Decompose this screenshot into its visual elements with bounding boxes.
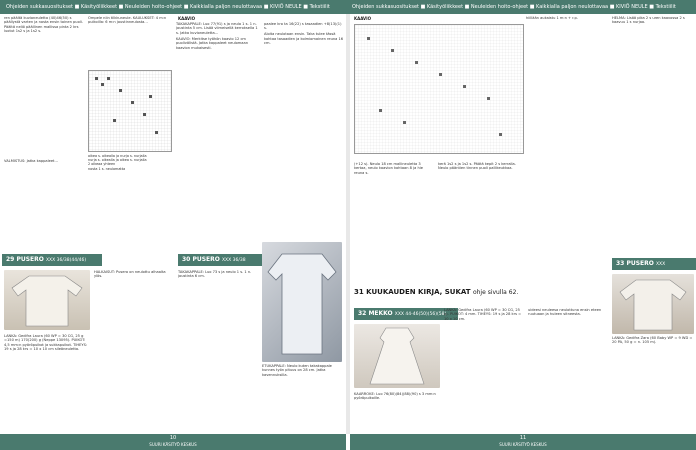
text-block: kerä 1s2 s ja 1s2 s. Päätä kepit 2 s kerralla. Neulo pääntien tinnen puoli pallikeukkaa. bbox=[438, 162, 516, 171]
garment-photo-icon bbox=[262, 242, 342, 362]
text-block: LANKA: Gedifra Laura (60 WP = 30 CG, 25 g =150 m) 170(200) g (Neppe 13095). PUIKOT: 4,5 mm:n pyöröpuikot ja sukkapuikot. TIHEYS: 19 s ja 28 krs = 10 x 10 cm sileäneuletta. bbox=[4, 334, 88, 352]
left-text-column-1 bbox=[4, 16, 84, 166]
knitting-chart-left bbox=[88, 70, 172, 152]
right-text-column-1 bbox=[354, 162, 434, 282]
text-block: HALKAISUT: Pusero on neulottu alhaalta ylös. bbox=[94, 270, 166, 279]
left-text-column-2 bbox=[88, 16, 168, 76]
text-block: Ompele niin tilkkuneule. KAULUKSET: 4 m:n puikoilla: 6 m:n joustinneulosta... bbox=[88, 16, 167, 25]
left-text-column-3 bbox=[176, 22, 260, 172]
section-33-banner bbox=[612, 258, 696, 270]
left-text-column-1c bbox=[4, 334, 90, 434]
right-text-column-3b bbox=[528, 308, 608, 432]
page-number-right: 11 bbox=[519, 435, 527, 441]
text-block: TAKAKAPPALE: Luo 73 s ja neulo 1 s. 1 n. joustinta 6 cm. bbox=[178, 270, 252, 279]
text-block: LANKA: Gedifra Laura (60 WP = 30 CG, 25 g). PUIKOT: 4 mm. TIHEYS: 19 s ja 28 krs = 10 x 10 cm. bbox=[444, 308, 522, 321]
running-header bbox=[0, 0, 696, 14]
left-text-column-2b bbox=[94, 270, 174, 430]
left-text-column-4 bbox=[264, 22, 344, 172]
right-page-footer bbox=[350, 434, 696, 450]
legend-item: nosta 1 s. neulomatta bbox=[88, 166, 126, 171]
section-29-code: XXX 36/38(44/46) bbox=[45, 258, 87, 263]
left-page bbox=[0, 14, 346, 434]
footer-text-left: SUURI KÄSITYÖ KESKUS bbox=[149, 442, 197, 447]
section-32-title: 32 MEKKO bbox=[358, 310, 393, 317]
magazine-spread bbox=[0, 14, 696, 434]
right-text-column-4 bbox=[612, 16, 694, 266]
section-31-heading bbox=[354, 288, 518, 296]
section-32-banner bbox=[354, 308, 458, 320]
text-block: KAARROKE: Luo 76(80)(84)(88)(90) s 3 mm:n pyöröpuikoille. bbox=[354, 392, 436, 401]
sweater-sketch-icon bbox=[612, 274, 694, 334]
section-30-title: 30 PUSERO bbox=[182, 256, 220, 263]
chart-grid-left bbox=[89, 71, 171, 151]
text-block: ETUKAPPALE: Neulo kuten takakappale kunnes työn pituus on 28 cm. Jatka kavennuksilla. bbox=[262, 364, 332, 377]
left-text-column-3b bbox=[178, 270, 258, 430]
text-block: TAKAKAPPALE: Luo 77(91) s ja neulo 1 s. 1 n. joustinta 5 cm. Lisää viimeisellä kerroksella 1 s. Jatka kuvioneuletta... bbox=[176, 22, 258, 35]
chart-title-right: KAAVIO bbox=[354, 16, 372, 21]
section-31-subtitle: ohje sivulla 62. bbox=[472, 289, 519, 296]
left-text-column-4b bbox=[262, 364, 342, 430]
right-text-column-1b bbox=[354, 392, 440, 434]
right-page bbox=[350, 14, 696, 434]
text-block: paalee kro ta 16(22) s tasaadien +8(13)(1) s. bbox=[264, 22, 342, 31]
text-block: ren päältä kuvioneuletta (40)46(50) s päällystä varten ja nosta ensin toinen puoli. Päältä neliö päällinen mallissa pinta 2 krs luotut 1s2 s ja 1s2 s. bbox=[4, 16, 83, 34]
text-block: KAAVIO: Merkitse työhön kaavio 12 cm puolivälistä. Jatka kappaleet neulomaan kaavion mukaisesti. bbox=[176, 36, 248, 50]
section-29-banner bbox=[2, 254, 102, 266]
section-33-code: XXX bbox=[655, 262, 666, 267]
right-text-column-4b bbox=[612, 336, 694, 432]
text-block: uideesi neuleesa neulottuna ensin eteen ruutuaan ja huleen sitneesta. bbox=[528, 308, 602, 317]
text-block: VALMISTUS: Jatka kappaleet... bbox=[4, 159, 58, 163]
dress-sketch-icon bbox=[354, 324, 440, 388]
footer-text-right: SUURI KÄSITYÖ KESKUS bbox=[499, 442, 547, 447]
running-header-left: Ohjeiden sukkasuositukset ■ Käsityöliikkeet ■ Neuleiden hoito-ohjeet ■ Kaikkialla paljon neulottavaa ■ KIVIÖ NEULE ■ Tekstiilit bbox=[6, 4, 330, 10]
section-31-title: 31 KUUKAUDEN KIRJA, SUKAT bbox=[354, 288, 471, 296]
right-text-column-3 bbox=[526, 16, 608, 316]
legend-item: oikea s. oikealla ja nurja s. nurjalla bbox=[88, 154, 147, 158]
section-30-banner bbox=[178, 254, 266, 266]
sweater-sketch-icon bbox=[4, 270, 90, 330]
section-32-code: XXX 44-46(50)(56)(58) bbox=[394, 312, 447, 317]
text-block: Aloita neulotaan ensin. Taka tulee tässä kohtaa tasaadien ja kolmiomainen reuna 16 cm. bbox=[264, 32, 344, 46]
chart-legend-left bbox=[88, 154, 170, 171]
sweater-photo-30 bbox=[262, 242, 342, 362]
section-33-title: 33 PUSERO bbox=[616, 260, 654, 267]
sweater-illustration-33 bbox=[612, 274, 694, 334]
section-29-title: 29 PUSERO bbox=[6, 256, 44, 263]
legend-item: nurja s. oikealla ja oikea s. nurjalla bbox=[88, 158, 147, 163]
left-text-column-1b bbox=[4, 159, 84, 259]
running-header-right: Ohjeiden sukkasuositukset ■ Käsityöliikkeet ■ Neuleiden hoito-ohjeet ■ Kaikkialla paljon neulottavaa ■ KIVIÖ NEULE ■ Tekstiilit bbox=[352, 4, 676, 10]
text-block: LANKA: Gedifra Zara (60 Baby WP = 9 WD = 20 PA, 50 g = n. 105 m). bbox=[612, 336, 693, 345]
text-block: HELMA: Lisää pika 2 s uren kaavossa 2 s kaavuu 1 s nurjaa. bbox=[612, 16, 685, 25]
right-text-column-2b bbox=[444, 308, 524, 432]
sweater-illustration-29 bbox=[4, 270, 90, 330]
section-30-code: XXX 36/38 bbox=[221, 258, 246, 263]
left-page-footer bbox=[0, 434, 346, 450]
legend-item: 2 oikeaa yhteen bbox=[88, 162, 116, 167]
chart-grid-right bbox=[355, 25, 523, 153]
page-number-left: 10 bbox=[169, 435, 177, 441]
chart-title-left: KAAVIO bbox=[178, 16, 196, 21]
dress-illustration-32 bbox=[354, 324, 440, 388]
right-text-column-2 bbox=[438, 162, 520, 282]
knitting-chart-right bbox=[354, 24, 524, 154]
text-block: (+12 s). Neulo 18 cm mallineuletta 3 kertaa, neulo kaavion kohtaan 8 ja hie reuna s. bbox=[354, 162, 423, 175]
text-block: hiillään aukaistu 1 m:n + r.p. bbox=[526, 16, 578, 20]
